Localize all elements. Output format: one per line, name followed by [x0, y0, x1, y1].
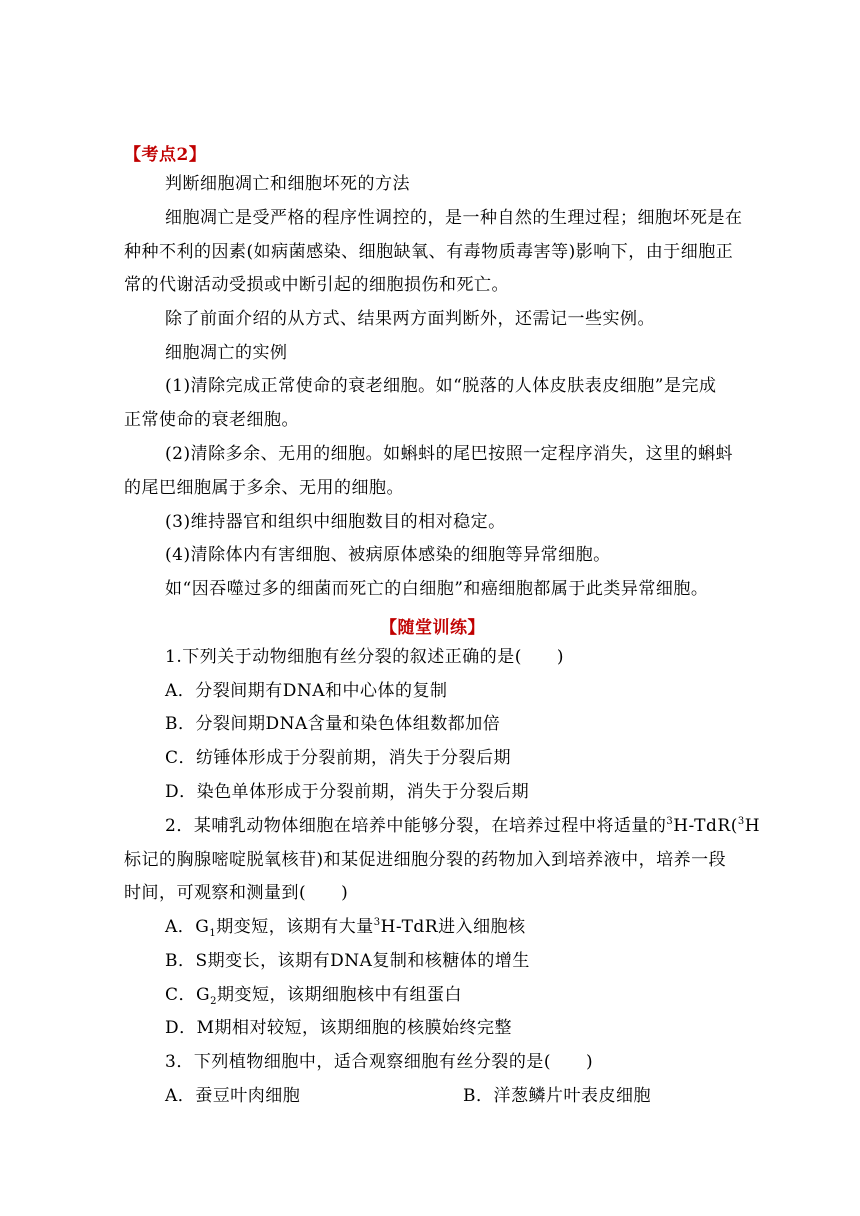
examples-title: 细胞凋亡的实例: [165, 343, 288, 363]
example-line: 的尾巴细胞属于多余、无用的细胞。: [124, 478, 404, 498]
question-stem: 3．下列植物细胞中，适合观察细胞有丝分裂的是( ): [165, 1052, 594, 1072]
question-option: B．分裂间期DNA含量和染色体组数都加倍: [165, 714, 501, 734]
question-option: C．纺锤体形成于分裂前期，消失于分裂后期: [165, 748, 512, 768]
section-subtitle: 判断细胞凋亡和细胞坏死的方法: [165, 174, 410, 194]
question-option: D．染色单体形成于分裂前期，消失于分裂后期: [165, 782, 530, 802]
stem-text: H-TdR(: [673, 816, 738, 836]
question-option: B．S期变长，该期有DNA复制和核糖体的增生: [165, 951, 530, 971]
question-option: D．M期相对较短，该期细胞的核膜始终完整: [165, 1018, 513, 1038]
stem-text: H: [744, 816, 761, 836]
section-heading-training: 【随堂训练】: [380, 618, 485, 638]
example-line: (2)清除多余、无用的细胞。如蝌蚪的尾巴按照一定程序消失，这里的蝌蚪: [165, 444, 734, 464]
paragraph-line: 种种不利的因素(如病菌感染、细胞缺氧、有毒物质毒害等)影响下，由于细胞正: [124, 242, 734, 262]
question-option: [165, 983, 462, 1010]
question-option: A．蚕豆叶肉细胞: [165, 1086, 301, 1106]
example-note: 如“因吞噬过多的细菌而死亡的白细胞”和癌细胞都属于此类异常细胞。: [165, 579, 709, 599]
question-stem: 1.下列关于动物细胞有丝分裂的叙述正确的是( ): [165, 647, 564, 667]
option-text: H-TdR进入细胞核: [380, 917, 526, 937]
option-text: 期变短，该期有大量: [216, 917, 374, 937]
subscript: 1: [209, 928, 217, 939]
question-stem: [165, 814, 760, 841]
stem-text: 2．某哺乳动物体细胞在培养中能够分裂，在培养过程中将适量的: [165, 816, 667, 836]
section-heading-kaodian: 【考点2】: [124, 145, 207, 165]
option-text: C．G: [165, 985, 211, 1005]
question-option: [165, 915, 526, 942]
paragraph-line: 常的代谢活动受损或中断引起的细胞损伤和死亡。: [124, 275, 509, 295]
example-line: (3)维持器官和组织中细胞数目的相对稳定。: [165, 512, 506, 532]
option-text: A．G: [165, 917, 210, 937]
superscript: 3: [737, 816, 745, 827]
question-stem: 时间，可观察和测量到( ): [124, 883, 349, 903]
question-option: B．洋葱鳞片叶表皮细胞: [463, 1086, 651, 1106]
example-line: (1)清除完成正常使命的衰老细胞。如“脱落的人体皮肤表皮细胞”是完成: [165, 376, 717, 396]
question-stem: 标记的胸腺嘧啶脱氧核苷)和某促进细胞分裂的药物加入到培养液中，培养一段: [124, 850, 727, 870]
paragraph-line: 除了前面介绍的从方式、结果两方面判断外，还需记一些实例。: [165, 309, 655, 329]
superscript: 3: [373, 917, 381, 928]
option-text: 期变短，该期细胞核中有组蛋白: [216, 985, 462, 1005]
example-line: 正常使命的衰老细胞。: [124, 410, 299, 430]
example-line: (4)清除体内有害细胞、被病原体感染的细胞等异常细胞。: [165, 545, 611, 565]
paragraph-line: 细胞凋亡是受严格的程序性调控的，是一种自然的生理过程；细胞坏死是在: [165, 208, 743, 228]
superscript: 3: [666, 816, 674, 827]
question-option: A．分裂间期有DNA和中心体的复制: [165, 681, 448, 701]
subscript: 2: [210, 996, 217, 1007]
